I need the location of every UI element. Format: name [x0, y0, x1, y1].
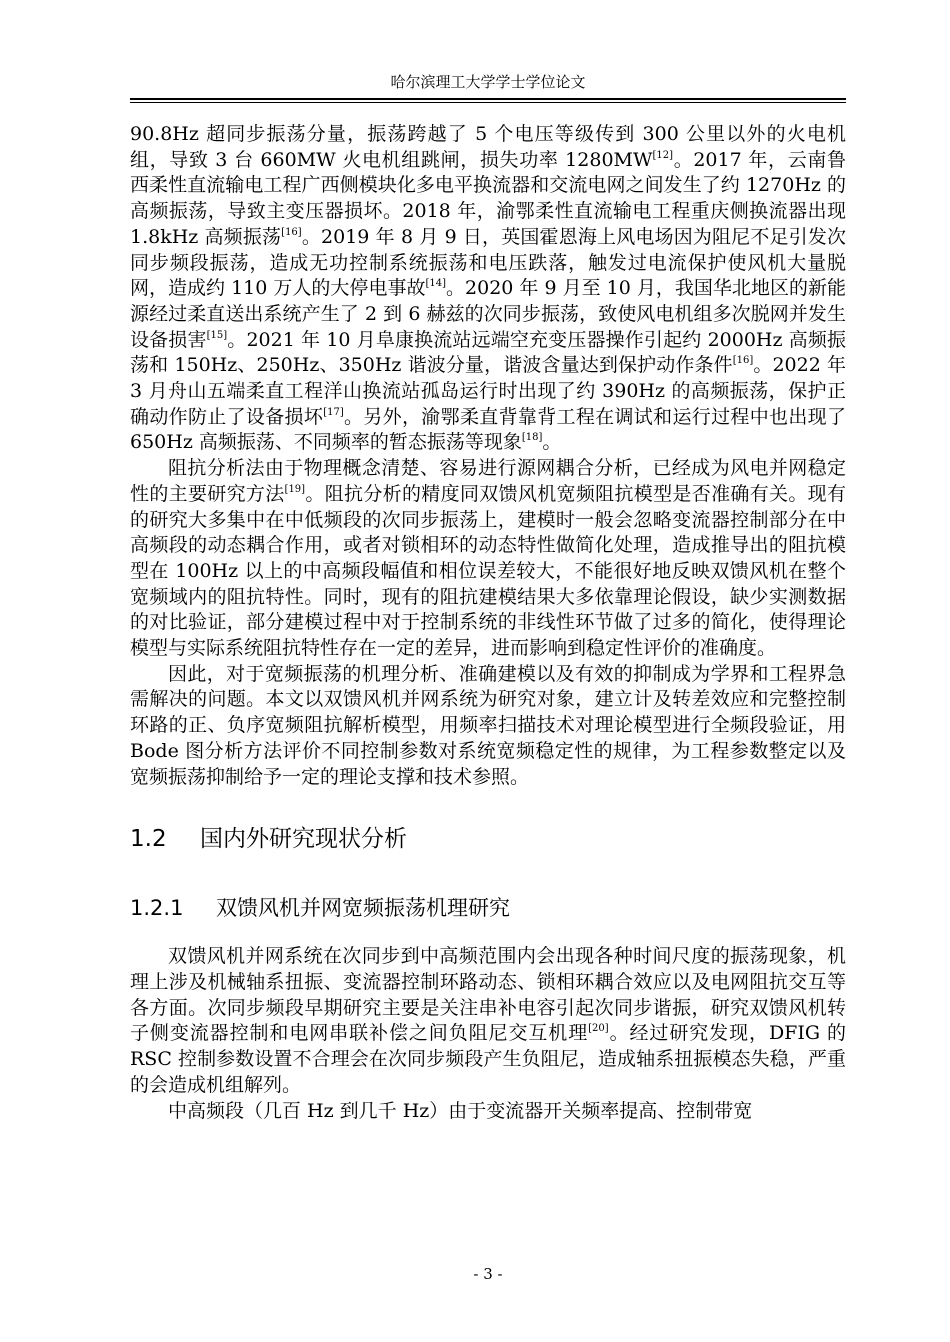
text: 。2022 年 3 月舟山五端柔直工程洋山换流站孤岛运行时出现了约 390Hz 的高频振荡，保护正确动作防止了设备损坏	[130, 354, 846, 428]
paragraph-5	[130, 1099, 846, 1125]
citation: [20]	[588, 1023, 609, 1035]
text: 。2021 年 10 月阜康换流站远端空充变压器操作引起约 2000Hz 高频振荡和 150Hz、250Hz、350Hz 谐波分量，谐波含量达到保护动作条件	[130, 328, 846, 377]
paragraph-2	[130, 456, 846, 662]
header-rule-thin	[130, 102, 846, 103]
text: 双馈风机并网系统在次同步到中高频范围内会出现各种时间尺度的振荡现象，机理上涉及机械轴系扭振、变流器控制环路动态、锁相环耦合效应以及电网阻抗交互等各方面。次同步频段早期研究主要是关注串补电容引起次同步谐振，研究双馈风机转子侧变流器控制和电网串联补偿之间负阻尼交互机理	[130, 945, 846, 1045]
citation: [17]	[323, 406, 344, 418]
subsection-title: 双馈风机并网宽频振荡机理研究	[216, 896, 510, 921]
section-number: 1.2	[130, 826, 167, 853]
subsection-number: 1.2.1	[130, 896, 184, 921]
citation: [14]	[425, 278, 446, 290]
section-heading	[130, 824, 846, 854]
text: 。2020 年 9 月至 10 月，我国华北地区的新能源经过柔直送出系统产生了 2 到 6 赫兹的次同步振荡，致使风电机组多次脱网并发生设备损害	[130, 277, 846, 351]
section-title: 国内外研究现状分析	[200, 826, 407, 853]
text: 。2019 年 8 月 9 日，英国霍恩海上风电场因为阻尼不足引发次同步频段振荡，造成无功控制系统振荡和电压跌落，触发过电流保护使风机大量脱网，造成约 110 万人的大停电事故	[130, 225, 846, 300]
text: 因此，对于宽频振荡的机理分析、准确建模以及有效的抑制成为学界和工程界急需解决的问题。本文以双馈风机并网系统为研究对象，建立计及转差效应和完整控制环路的正、负序宽频阻抗解析模型，用频率扫描技术对理论模型进行全频段验证，用 Bode 图分析方法评价不同控制参数对系统宽频稳定性的规律，为工程参数整定以及宽频振荡抑制给予一定的理论支撑和技术参照。	[130, 662, 846, 788]
text: 。经过研究发现，DFIG 的 RSC 控制参数设置不合理会在次同步频段产生负阻尼，造成轴系扭振模态失稳，严重的会造成机组解列。	[130, 1022, 846, 1096]
subsection-heading	[130, 894, 846, 922]
citation: [12]	[652, 149, 674, 161]
citation: [16]	[732, 355, 754, 367]
header-rule	[130, 98, 846, 100]
text: 90.8Hz 超同步振荡分量，振荡跨越了 5 个电压等级传到 300 公里以外的火电机组，导致 3 台 660MW 火电机组跳闸，损失功率 1280MW	[130, 123, 846, 171]
page-number: - 3 -	[473, 1265, 503, 1283]
text: 。另外，渝鄂柔直背靠背工程在调试和运行过程中也出现了 650Hz 高频振荡、不同频率的暂态振荡等现象	[130, 405, 846, 454]
text: 阻抗分析法由于物理概念清楚、容易进行源网耦合分析，已经成为风电并网稳定性的主要研究方法	[130, 457, 846, 505]
text: 。2017 年，云南鲁西柔性直流输电工程广西侧模块化多电平换流器和交流电网之间发生了约 1270Hz 的高频振荡，导致主变压器损坏。2018 年，渝鄂柔性直流输电工程重庆侧换流器出现 1.8kHz 高频振荡	[130, 148, 846, 248]
text: 。	[542, 431, 562, 454]
citation: [15]	[206, 329, 228, 341]
paragraph-4	[130, 944, 846, 1098]
text: 中高频段（几百 Hz 到几千 Hz）由于变流器开关频率提高、控制带宽	[168, 1099, 753, 1122]
page-body	[130, 122, 846, 1124]
citation: [16]	[281, 226, 302, 238]
paragraph-1	[130, 122, 846, 456]
text: 。阻抗分析的精度同双馈风机宽频阻抗模型是否准确有关。现有的研究大多集中在中低频段的次同步振荡上，建模时一般会忽略变流器控制部分在中高频段的动态耦合作用，或者对锁相环的动态特性做简化处理，造成推导出的阻抗模型在 100Hz 以上的中高频段幅值和相位误差较大，不能很好地反映双馈风机在整个宽频域内的阻抗特性。同时，现有的阻抗建模结果大多依靠理论假设，缺少实测数据的对比验证，部分建模过程中对于控制系统的非线性环节做了过多的简化，使得理论模型与实际系统阻抗特性存在一定的差异，进而影响到稳定性评价的准确度。	[130, 482, 846, 660]
citation: [18]	[521, 432, 543, 444]
running-header: 哈尔滨理工大学学士学位论文	[390, 73, 586, 91]
citation: [19]	[284, 483, 306, 495]
paragraph-3	[130, 662, 846, 791]
